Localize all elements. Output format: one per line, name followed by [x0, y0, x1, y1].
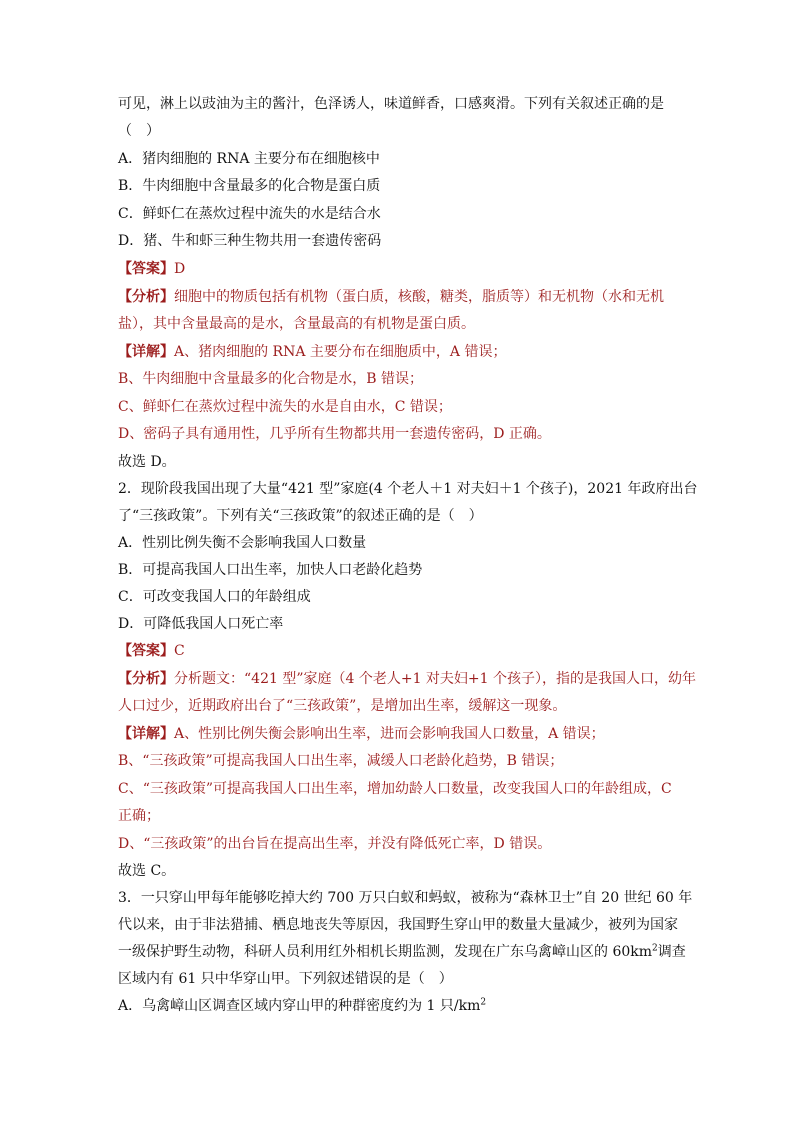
q1-option-d: D．猪、牛和虾三种生物共用一套遗传密码 — [118, 233, 382, 249]
q1-stem-line1: 可见，淋上以豉油为主的酱汁，色泽诱人，味道鲜香，口感爽滑。下列有关叙述正确的是 — [118, 96, 664, 112]
q1-detail-tag: 【详解】 — [118, 344, 174, 360]
q2-detail-line4: 正确； — [118, 808, 160, 824]
q2-detail-tag: 【详解】 — [118, 726, 174, 742]
q1-analysis-text1: 细胞中的物质包括有机物（蛋白质，核酸，糖类，脂质等）和无机物（水和无机 — [174, 289, 664, 305]
q2-option-b: B．可提高我国人口出生率，加快人口老龄化趋势 — [118, 562, 423, 578]
q1-answer-value: D — [174, 261, 186, 277]
q3-option-a-sup: 2 — [480, 997, 487, 1008]
q1-stem-line2: （ ） — [118, 123, 160, 139]
q2-detail-line5: D、“三孩政策”的出台旨在提高出生率，并没有降低死亡率，D 错误。 — [118, 836, 552, 852]
q2-answer-tag: 【答案】 — [118, 643, 174, 659]
q2-stem-line1: 2．现阶段我国出现了大量“421 型”家庭(4 个老人＋1 对夫妇＋1 个孩子)，2021 年政府出台 — [118, 481, 698, 497]
q1-option-c: C．鲜虾仁在蒸炊过程中流失的水是结合水 — [118, 206, 381, 222]
q3-stem-line3-sup: 2 — [652, 943, 658, 954]
q2-conclusion: 故选 C。 — [118, 863, 176, 879]
q1-analysis-line2: 盐），其中含量最高的是水，含量最高的有机物是蛋白质。 — [118, 316, 475, 332]
q1-detail-line3: C、鲜虾仁在蒸炊过程中流失的水是自由水，C 错误； — [118, 399, 452, 415]
q1-analysis-tag: 【分析】 — [118, 289, 174, 305]
q3-option-a — [118, 996, 486, 1016]
q1-detail-line2: B、牛肉细胞中含量最多的化合物是水，B 错误； — [118, 371, 424, 387]
q3-stem-line3-a: 一级保护野生动物，科研人员利用红外相机长期监测，发现在广东乌禽嶂山区的 60km — [118, 944, 653, 960]
q1-option-b: B．牛肉细胞中含量最多的化合物是蛋白质 — [118, 178, 381, 194]
q2-stem-line2: 了“三孩政策”。下列有关“三孩政策”的叙述正确的是（ ） — [118, 508, 483, 524]
q2-analysis-line2: 人口过少，近期政府出台了“三孩政策”，是增加出生率，缓解这一现象。 — [118, 698, 567, 714]
q1-detail-line4: D、密码子具有通用性，几乎所有生物都共用一套遗传密码，D 正确。 — [118, 426, 551, 442]
q1-answer-tag: 【答案】 — [118, 261, 174, 277]
q2-detail-line2: B、“三孩政策”可提高我国人口出生率，减缓人口老龄化趋势，B 错误； — [118, 753, 564, 769]
q2-analysis-text1: 分析题文：“421 型”家庭（4 个老人+1 对夫妇+1 个孩子），指的是我国人口，幼年 — [174, 671, 697, 687]
q1-option-a: A．猪肉细胞的 RNA 主要分布在细胞核中 — [118, 151, 380, 167]
q1-conclusion: 故选 D。 — [118, 454, 176, 470]
q2-option-c: C．可改变我国人口的年龄组成 — [118, 589, 311, 605]
q2-option-a: A．性别比例失衡不会影响我国人口数量 — [118, 535, 367, 551]
q2-detail-text1: A、性别比例失衡会影响出生率，进而会影响我国人口数量，A 错误； — [174, 726, 605, 742]
q3-option-a-text: A．乌禽嶂山区调查区域内穿山甲的种群密度约为 1 只/km — [118, 998, 481, 1014]
q2-option-d: D．可降低我国人口死亡率 — [118, 616, 284, 632]
q3-stem-line3-b: 调查 — [657, 944, 686, 960]
q2-answer — [118, 641, 185, 661]
q1-detail-text1: A、猪肉细胞的 RNA 主要分布在细胞质中，A 错误； — [174, 344, 507, 360]
q3-stem-line4: 区域内有 61 只中华穿山甲。下列叙述错误的是（ ） — [118, 971, 453, 987]
q1-answer — [118, 259, 185, 279]
q3-stem-line3 — [118, 942, 686, 962]
q1-analysis-line1 — [118, 287, 664, 307]
q3-stem-line1: 3．一只穿山甲每年能够吃掉大约 700 万只白蚁和蚂蚁，被称为“森林卫士”自 20 世纪 60 年 — [118, 890, 693, 906]
q2-analysis-tag: 【分析】 — [118, 671, 174, 687]
q2-detail-line1 — [118, 724, 605, 744]
q2-detail-line3: C、“三孩政策”可提高我国人口出生率，增加幼龄人口数量，改变我国人口的年龄组成，C — [118, 781, 672, 797]
q3-stem-line2: 代以来，由于非法猎捕、栖息地丧失等原因，我国野生穿山甲的数量大量减少，被列为国家 — [118, 917, 678, 933]
q2-answer-value: C — [174, 643, 185, 659]
q1-detail-line1 — [118, 342, 506, 362]
q2-analysis-line1 — [118, 669, 696, 689]
